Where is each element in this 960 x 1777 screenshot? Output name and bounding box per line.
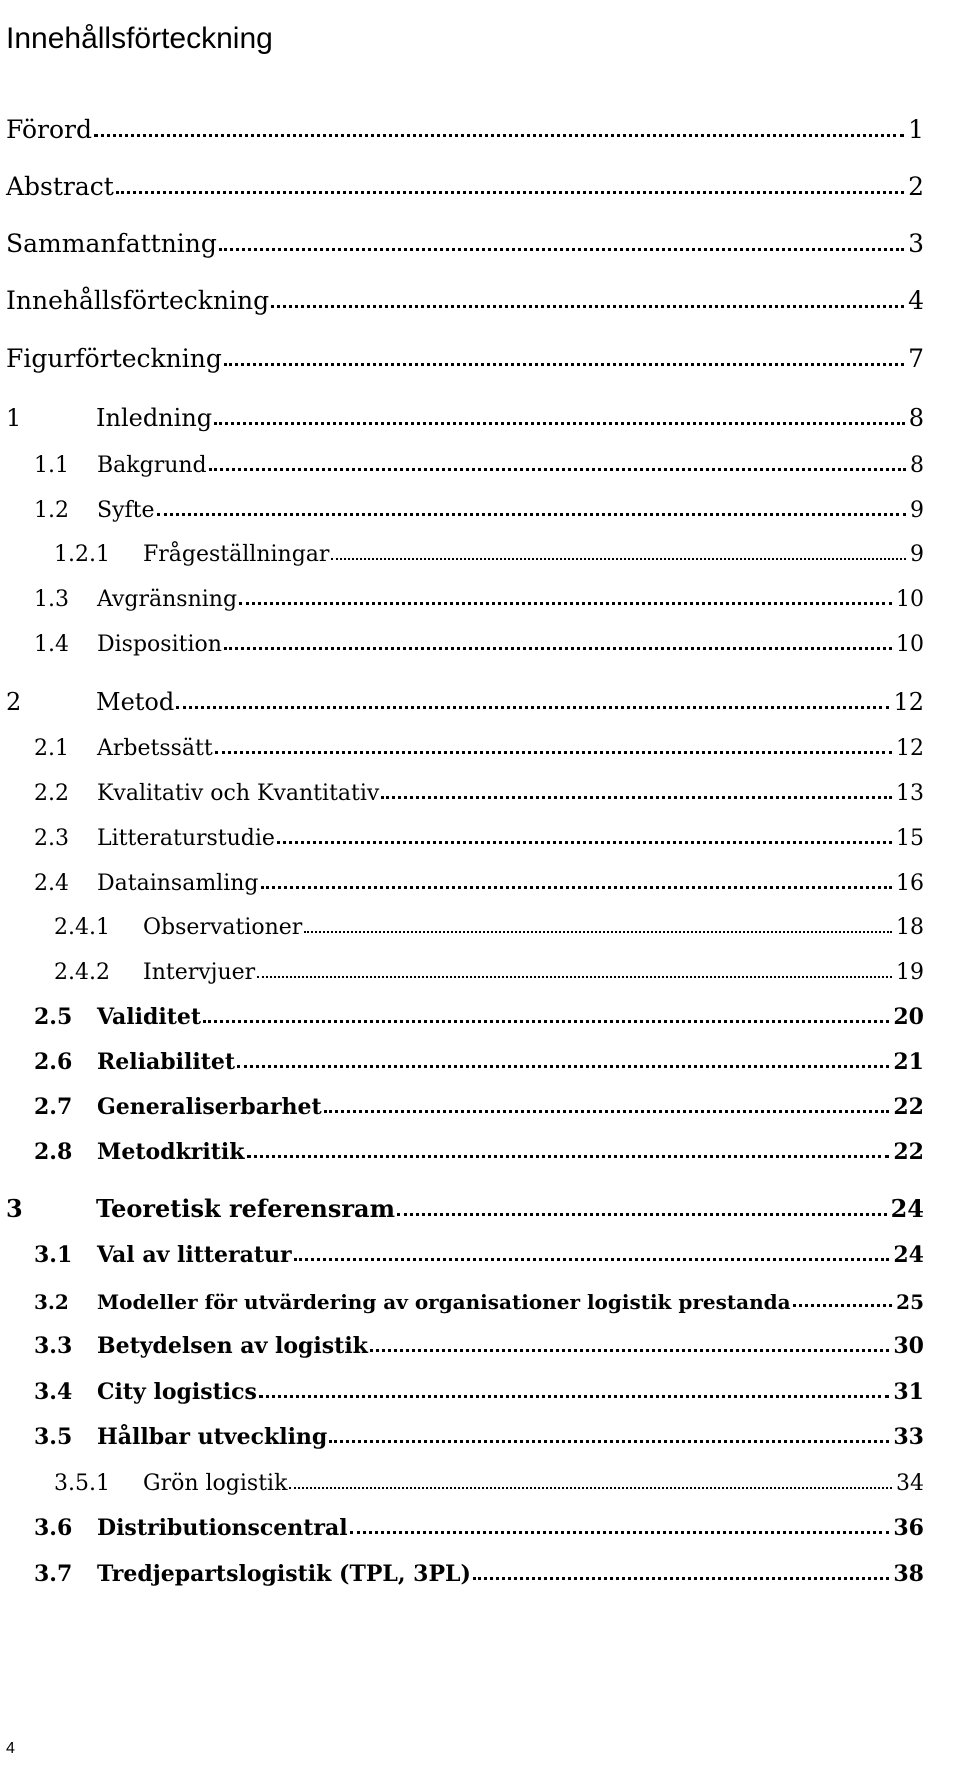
toc-dot-leader bbox=[214, 422, 905, 425]
toc-entry-number: 1.2 bbox=[34, 498, 69, 523]
toc-dot-leader bbox=[331, 558, 906, 560]
toc-entry[interactable] bbox=[6, 224, 924, 258]
toc-entry-label: Förord bbox=[6, 115, 92, 144]
toc-entry[interactable] bbox=[6, 1189, 924, 1223]
toc-entry-page: 19 bbox=[896, 960, 924, 985]
toc-entry-page: 10 bbox=[896, 587, 924, 612]
toc-entry-number: 2.2 bbox=[34, 781, 69, 806]
toc-entry[interactable] bbox=[54, 1462, 924, 1496]
toc-entry-page: 9 bbox=[910, 542, 924, 567]
toc-dot-leader bbox=[237, 1065, 889, 1068]
toc-entry-page: 24 bbox=[893, 1242, 924, 1268]
toc-entry-number: 3 bbox=[6, 1194, 23, 1223]
toc-entry-number: 2.1 bbox=[34, 736, 69, 761]
toc-entry[interactable] bbox=[34, 1280, 924, 1314]
toc-entry-page: 21 bbox=[893, 1049, 924, 1075]
toc-entry-label: Teoretisk referensram bbox=[96, 1194, 395, 1223]
toc-entry-number: 2 bbox=[6, 688, 22, 716]
toc-dot-leader bbox=[304, 931, 892, 933]
toc-entry-page: 9 bbox=[910, 498, 924, 523]
toc-entry[interactable] bbox=[6, 110, 924, 144]
toc-entry-label: Reliabilitet bbox=[97, 1049, 236, 1075]
toc-entry-label: Frågeställningar bbox=[143, 542, 330, 567]
toc-entry-label: Modeller för utvärdering av organisationer logistik prestanda bbox=[97, 1290, 791, 1314]
toc-entry-page: 8 bbox=[908, 404, 924, 432]
toc-entry-number: 2.7 bbox=[34, 1094, 73, 1120]
toc-dot-leader bbox=[324, 1110, 890, 1113]
toc-entry[interactable] bbox=[34, 1507, 924, 1541]
toc-entry[interactable] bbox=[34, 1086, 924, 1120]
toc-entry[interactable] bbox=[34, 727, 924, 761]
toc-entry-label: City logistics bbox=[97, 1379, 257, 1405]
toc-dot-leader bbox=[259, 1395, 889, 1398]
toc-dot-leader bbox=[247, 1155, 890, 1158]
toc-dot-leader bbox=[793, 1304, 893, 1307]
toc-entry-number: 1 bbox=[6, 404, 22, 432]
toc-entry[interactable] bbox=[34, 1416, 924, 1450]
toc-entry-page: 18 bbox=[896, 915, 924, 940]
toc-entry-page: 30 bbox=[893, 1333, 924, 1359]
toc-entry-page: 8 bbox=[910, 453, 924, 478]
toc-entry-label: Bakgrund bbox=[97, 453, 207, 478]
toc-dot-leader bbox=[157, 513, 906, 516]
toc-dot-leader bbox=[329, 1440, 889, 1443]
toc-entry-page: 12 bbox=[896, 736, 924, 761]
toc-entry-label: Figurförteckning bbox=[6, 344, 222, 373]
toc-entry[interactable] bbox=[34, 444, 924, 478]
toc-entry[interactable] bbox=[34, 1131, 924, 1165]
toc-entry-number: 3.4 bbox=[34, 1379, 73, 1405]
toc-entry-label: Avgränsning bbox=[97, 587, 238, 612]
toc-entry[interactable] bbox=[34, 772, 924, 806]
toc-entry-number: 2.4 bbox=[34, 871, 69, 896]
toc-entry-label: Arbetssätt bbox=[97, 736, 213, 761]
toc-entry-label: Hållbar utveckling bbox=[97, 1424, 328, 1450]
toc-dot-leader bbox=[203, 1020, 889, 1023]
toc-entry[interactable] bbox=[34, 1553, 924, 1587]
toc-entry-number: 2.4.2 bbox=[54, 960, 110, 985]
toc-dot-leader bbox=[215, 751, 892, 754]
toc-dot-leader bbox=[94, 134, 904, 137]
toc-dot-leader bbox=[219, 248, 904, 251]
toc-entry[interactable] bbox=[34, 1325, 924, 1359]
toc-dot-leader bbox=[350, 1531, 890, 1534]
toc-dot-leader bbox=[381, 796, 892, 799]
page-title: Innehållsförteckning bbox=[6, 22, 273, 56]
toc-entry-number: 2.5 bbox=[34, 1004, 73, 1030]
toc-entry-page: 33 bbox=[893, 1424, 924, 1450]
toc-entry-number: 1.2.1 bbox=[54, 542, 110, 567]
toc-entry[interactable] bbox=[34, 996, 924, 1030]
toc-entry-number: 3.2 bbox=[34, 1290, 69, 1314]
toc-entry-page: 2 bbox=[908, 172, 924, 201]
toc-entry[interactable] bbox=[34, 489, 924, 523]
toc-entry-page: 10 bbox=[896, 632, 924, 657]
toc-entry[interactable] bbox=[6, 398, 924, 432]
toc-entry[interactable] bbox=[34, 578, 924, 612]
toc-entry-page: 34 bbox=[896, 1471, 924, 1496]
toc-dot-leader bbox=[257, 976, 892, 978]
toc-entry-number: 3.7 bbox=[34, 1561, 73, 1587]
toc-entry-label: Distributionscentral bbox=[97, 1515, 348, 1541]
toc-entry[interactable] bbox=[34, 862, 924, 896]
toc-entry-label: Metod bbox=[96, 688, 175, 716]
toc-dot-leader bbox=[239, 602, 892, 605]
toc-dot-leader bbox=[370, 1349, 889, 1352]
toc-entry-number: 1.4 bbox=[34, 632, 69, 657]
toc-entry-label: Inledning bbox=[96, 404, 213, 432]
page-number: 4 bbox=[6, 1740, 15, 1757]
toc-entry-page: 13 bbox=[896, 781, 924, 806]
toc-entry[interactable] bbox=[34, 1371, 924, 1405]
toc-entry-label: Kvalitativ och Kvantitativ bbox=[97, 781, 380, 806]
toc-entry-number: 3.5.1 bbox=[54, 1471, 110, 1496]
toc-entry-page: 31 bbox=[893, 1379, 924, 1405]
toc-entry[interactable] bbox=[54, 533, 924, 567]
toc-dot-leader bbox=[224, 363, 904, 366]
toc-dot-leader bbox=[224, 647, 892, 650]
toc-entry[interactable] bbox=[6, 339, 924, 373]
toc-entry[interactable] bbox=[54, 906, 924, 940]
toc-entry-label: Validitet bbox=[97, 1004, 202, 1030]
toc-entry-number: 2.8 bbox=[34, 1139, 73, 1165]
toc-entry-number: 1.1 bbox=[34, 453, 69, 478]
toc-entry-label: Intervjuer bbox=[143, 960, 256, 985]
toc-dot-leader bbox=[473, 1577, 889, 1580]
toc-entry[interactable] bbox=[34, 817, 924, 851]
toc-dot-leader bbox=[271, 305, 904, 308]
toc-entry[interactable] bbox=[34, 623, 924, 657]
toc-entry-label: Abstract bbox=[6, 172, 114, 201]
toc-entry-page: 36 bbox=[893, 1515, 924, 1541]
toc-entry-number: 2.4.1 bbox=[54, 915, 110, 940]
toc-entry-page: 22 bbox=[893, 1139, 924, 1165]
toc-entry-label: Tredjepartslogistik (TPL, 3PL) bbox=[97, 1561, 471, 1587]
toc-entry[interactable] bbox=[6, 682, 924, 716]
toc-entry-label: Innehållsförteckning bbox=[6, 286, 270, 315]
toc-entry-page: 3 bbox=[908, 229, 924, 258]
toc-entry-page: 7 bbox=[908, 344, 924, 373]
toc-entry-page: 22 bbox=[893, 1094, 924, 1120]
toc-entry-label: Betydelsen av logistik bbox=[97, 1333, 368, 1359]
toc-dot-leader bbox=[116, 191, 904, 194]
toc-entry-label: Observationer bbox=[143, 915, 303, 940]
toc-entry[interactable] bbox=[6, 281, 924, 315]
toc-entry-label: Metodkritik bbox=[97, 1139, 245, 1165]
toc-entry-number: 3.1 bbox=[34, 1242, 73, 1268]
toc-entry-page: 16 bbox=[896, 871, 924, 896]
toc-dot-leader bbox=[294, 1258, 890, 1261]
toc-dot-leader bbox=[277, 841, 892, 844]
toc-entry[interactable] bbox=[34, 1234, 924, 1268]
toc-entry-label: Val av litteratur bbox=[97, 1242, 292, 1268]
toc-entry-page: 15 bbox=[896, 826, 924, 851]
toc-dot-leader bbox=[261, 886, 892, 889]
toc-entry-page: 12 bbox=[893, 688, 924, 716]
toc-dot-leader bbox=[209, 468, 906, 471]
toc-dot-leader bbox=[397, 1213, 887, 1216]
toc-entry-number: 3.5 bbox=[34, 1424, 73, 1450]
toc-entry-page: 1 bbox=[908, 115, 924, 144]
toc-entry-number: 2.3 bbox=[34, 826, 69, 851]
toc-entry[interactable] bbox=[6, 167, 924, 201]
toc-entry-label: Datainsamling bbox=[97, 871, 259, 896]
toc-entry-label: Syfte bbox=[97, 498, 155, 523]
toc-entry-page: 25 bbox=[896, 1290, 924, 1314]
toc-entry-number: 3.3 bbox=[34, 1333, 73, 1359]
toc-entry-number: 3.6 bbox=[34, 1515, 73, 1541]
toc-entry-label: Disposition bbox=[97, 632, 222, 657]
toc-entry[interactable] bbox=[34, 1041, 924, 1075]
toc-dot-leader bbox=[176, 706, 889, 709]
toc-entry-label: Litteraturstudie bbox=[97, 826, 275, 851]
toc-entry-label: Generaliserbarhet bbox=[97, 1094, 322, 1120]
toc-entry[interactable] bbox=[54, 951, 924, 985]
toc-entry-page: 38 bbox=[893, 1561, 924, 1587]
toc-entry-number: 2.6 bbox=[34, 1049, 73, 1075]
toc-entry-page: 20 bbox=[893, 1004, 924, 1030]
toc-entry-page: 24 bbox=[890, 1194, 924, 1223]
toc-dot-leader bbox=[289, 1487, 892, 1489]
toc-entry-label: Sammanfattning bbox=[6, 229, 217, 258]
toc-entry-number: 1.3 bbox=[34, 587, 69, 612]
toc-entry-page: 4 bbox=[908, 286, 924, 315]
toc-entry-label: Grön logistik bbox=[143, 1471, 288, 1496]
